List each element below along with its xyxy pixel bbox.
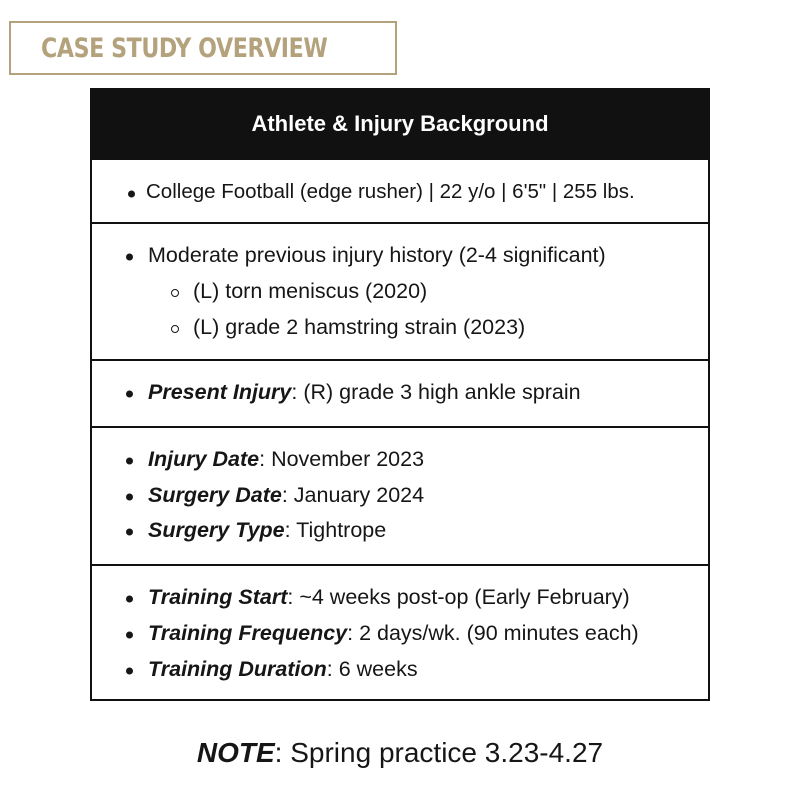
- item-label: Training Duration: [148, 657, 327, 681]
- list-item: [92, 380, 708, 408]
- table-header-title: Athlete & Injury Background: [251, 111, 549, 136]
- item-text: : November 2023: [259, 447, 425, 471]
- bullet-icon: [126, 458, 133, 465]
- row-injury-history: [92, 222, 708, 359]
- list-item: [92, 518, 708, 546]
- section-title: CASE STUDY OVERVIEW: [41, 32, 328, 64]
- item-text: : Tightrope: [284, 518, 387, 542]
- item-text: College Football (edge rusher) | 22 y/o | 6'5" | 255 lbs.: [146, 180, 635, 203]
- note-label: NOTE: [196, 737, 275, 768]
- bullet-icon: [126, 529, 133, 536]
- circle-bullet-icon: [171, 325, 179, 333]
- list-item: [92, 315, 708, 343]
- bullet-icon: [126, 494, 133, 501]
- list-item: [92, 657, 708, 685]
- item-label: Injury Date: [148, 447, 260, 471]
- item-text: : 6 weeks: [326, 657, 418, 681]
- item-text: : 2 days/wk. (90 minutes each): [347, 621, 639, 645]
- item-text: : ~4 weeks post-op (Early February): [287, 585, 630, 609]
- item-label: Training Start: [148, 585, 288, 609]
- list-item: [92, 180, 708, 208]
- list-item: [92, 243, 708, 271]
- section-title-box: [9, 21, 397, 75]
- note-text: : Spring practice 3.23-4.27: [274, 737, 604, 768]
- row-surgery-details: [92, 426, 708, 564]
- bullet-icon: [126, 668, 133, 675]
- list-item: [92, 447, 708, 475]
- list-item: [92, 483, 708, 511]
- background-table: [90, 88, 710, 701]
- row-training-plan: [92, 564, 708, 699]
- item-text: Moderate previous injury history (2-4 significant): [148, 243, 606, 267]
- bullet-icon: [126, 254, 133, 261]
- item-label: Surgery Type: [148, 518, 285, 542]
- list-item: [92, 621, 708, 649]
- table-header: [92, 90, 708, 158]
- footer-note: [0, 737, 800, 769]
- item-text: : (R) grade 3 high ankle sprain: [291, 380, 581, 404]
- row-athlete-profile: [92, 158, 708, 222]
- bullet-icon: [128, 191, 135, 198]
- item-label: Present Injury: [148, 380, 292, 404]
- bullet-icon: [126, 596, 133, 603]
- item-label: Surgery Date: [148, 483, 282, 507]
- circle-bullet-icon: [171, 289, 179, 297]
- list-item: [92, 279, 708, 307]
- item-text: (L) torn meniscus (2020): [193, 279, 428, 303]
- item-text: : January 2024: [281, 483, 425, 507]
- item-text: (L) grade 2 hamstring strain (2023): [193, 315, 526, 339]
- item-label: Training Frequency: [148, 621, 348, 645]
- list-item: [92, 585, 708, 613]
- row-present-injury: [92, 359, 708, 426]
- bullet-icon: [126, 632, 133, 639]
- bullet-icon: [126, 391, 133, 398]
